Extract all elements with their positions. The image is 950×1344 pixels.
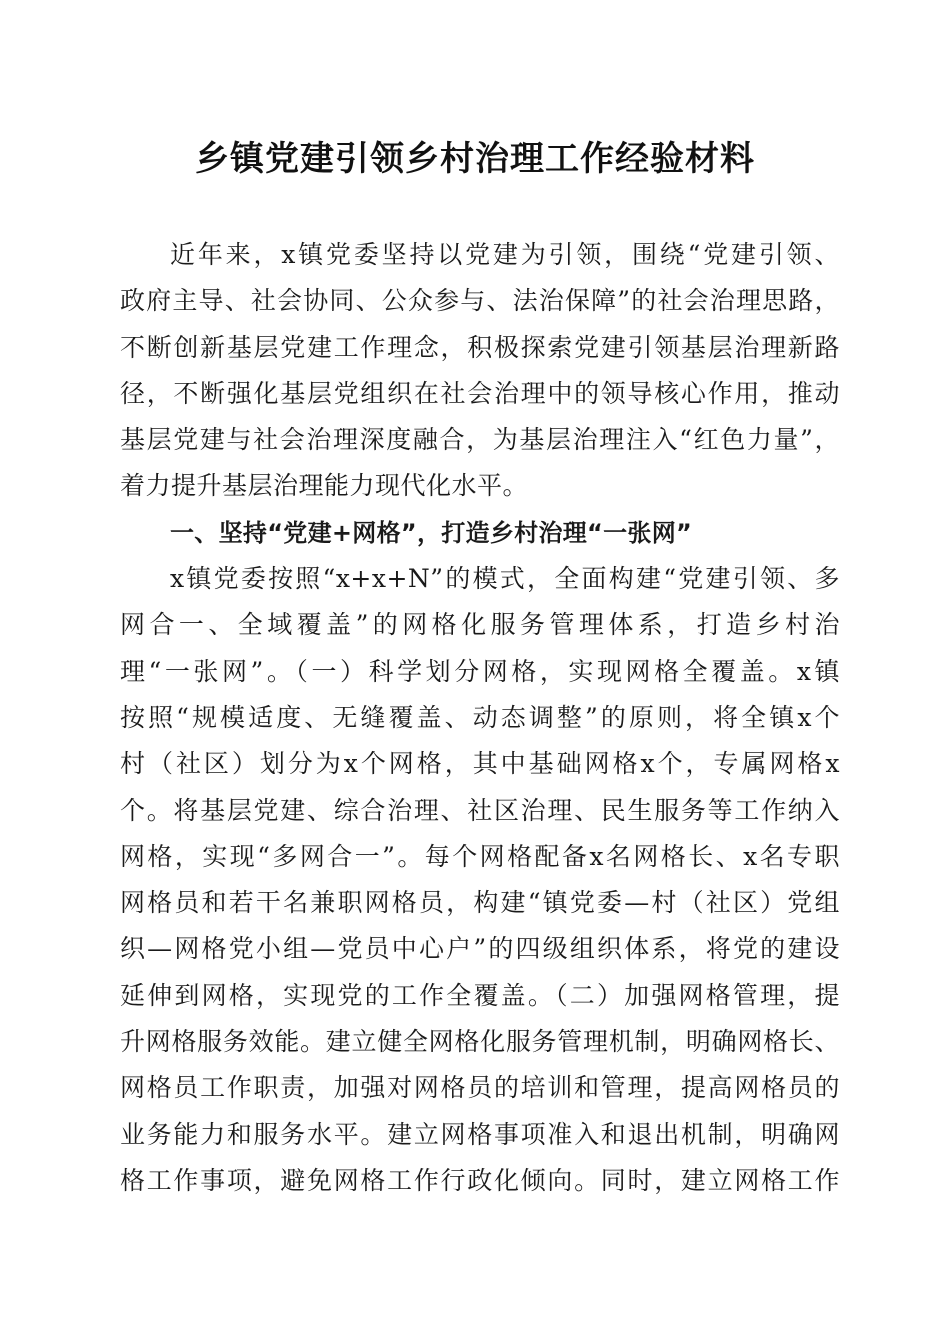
paragraph-line: 网格，实现“多网合一”。每个网格配备x名网格长、x名专职 [120,841,840,871]
paragraph-line: 近年来，x镇党委坚持以党建为引领，围绕“党建引领、 [170,240,840,269]
section-heading: 一、坚持“党建+网格”，打造乡村治理“一张网” [170,518,693,547]
paragraph-line: 径，不断强化基层党组织在社会治理中的领导核心作用，推动 [120,378,840,408]
paragraph-line: 格工作事项，避免网格工作行政化倾向。同时，建立网格工作 [120,1165,840,1195]
paragraph-line: x镇党委按照“x+x+N”的模式，全面构建“党建引领、多 [170,564,840,594]
paragraph-line: 村（社区）划分为x个网格，其中基础网格x个，专属网格x [120,749,840,779]
paragraph-line: 理“一张网”。（一）科学划分网格，实现网格全覆盖。x镇 [120,656,840,686]
paragraph-line: 着力提升基层治理能力现代化水平。 [120,471,529,501]
paragraph-line: 网合一、全域覆盖”的网格化服务管理体系，打造乡村治 [120,610,840,640]
paragraph-line: 不断创新基层党建工作理念，积极探索党建引领基层治理新路 [120,332,840,362]
paragraph-line: 网格员工作职责，加强对网格员的培训和管理，提高网格员的 [120,1073,840,1103]
paragraph-line: 基层党建与社会治理深度融合，为基层治理注入“红色力量”， [120,425,840,455]
paragraph-line: 政府主导、社会协同、公众参与、法治保障”的社会治理思路， [120,286,840,316]
paragraph-line: 个。将基层党建、综合治理、社区治理、民生服务等工作纳入 [120,795,840,825]
document-title: 乡镇党建引领乡村治理工作经验材料 [195,139,755,179]
paragraph-line: 织—网格党小组—党员中心户”的四级组织体系，将党的建设 [120,934,840,964]
paragraph-line: 按照“规模适度、无缝覆盖、动态调整”的原则，将全镇x个 [120,702,840,732]
paragraph-line: 业务能力和服务水平。建立网格事项准入和退出机制，明确网 [120,1119,840,1149]
paragraph-line: 网格员和若干名兼职网格员，构建“镇党委—村（社区）党组 [120,888,840,918]
document-body [120,232,840,1204]
paragraph-line: 延伸到网格，实现党的工作全覆盖。（二）加强网格管理，提 [120,980,840,1010]
paragraph-line: 升网格服务效能。建立健全网格化服务管理机制，明确网格长、 [120,1027,840,1057]
